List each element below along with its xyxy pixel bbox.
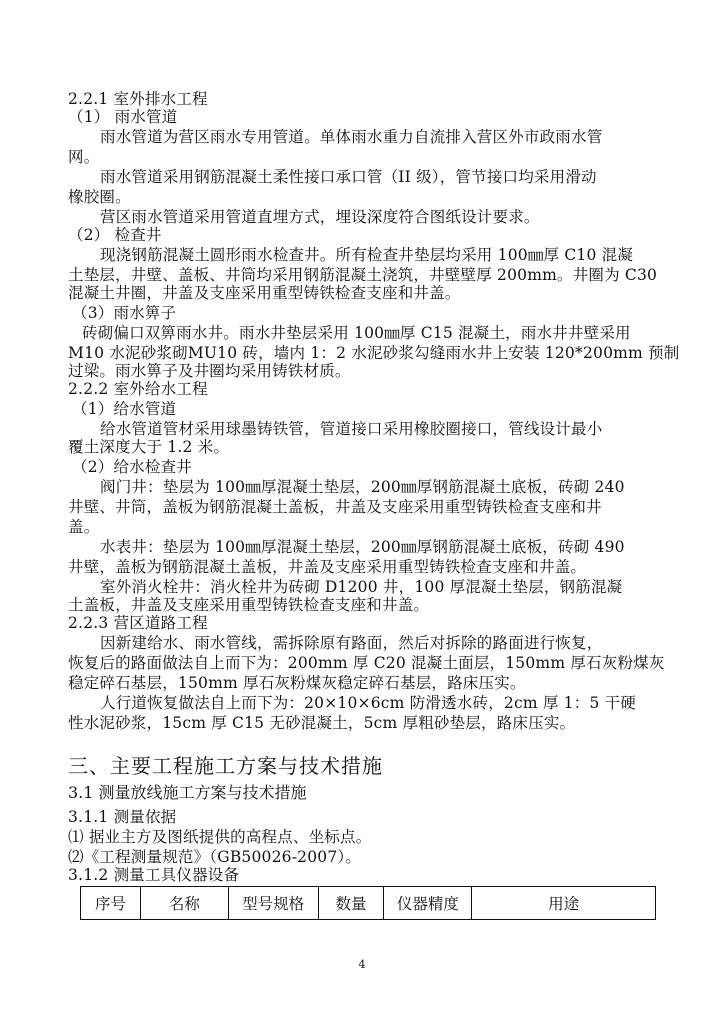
paragraph-line: 现浇钢筋混凝土圆形雨水检查井。所有检查井垫层均采用 100㎜厚 C10 混凝 — [100, 246, 634, 264]
paragraph-line: 营区雨水管道采用管道直埋方式，埋设深度符合图纸设计要求。 — [100, 208, 540, 226]
table-header-cell: 名称 — [140, 887, 228, 920]
paragraph-line: 井壁，盖板为钢筋混凝土盖板，井盖及支座采用重型铸铁检查支座和井盖。 — [68, 558, 587, 576]
table-header-cell: 用途 — [472, 887, 656, 920]
paragraph-line: 因新建给水、雨水管线，需拆除原有路面，然后对拆除的路面进行恢复， — [100, 634, 603, 652]
item-rain-pipe-title: （1） 雨水管道 — [68, 108, 178, 126]
item-rain-grate-title: （3）雨水箅子 — [72, 304, 177, 322]
heading-2-2-3: 2.2.3 营区道路工程 — [68, 614, 208, 632]
paragraph-line: 人行道恢复做法自上而下为：20×10×6cm 防滑透水砖，2cm 厚 1：5 干硬 — [100, 694, 637, 712]
paragraph-line: 橡胶圈。 — [68, 188, 131, 206]
heading-3-1-1: 3.1.1 测量依据 — [68, 808, 177, 826]
table-header-cell: 型号规格 — [228, 887, 318, 920]
paragraph-line: 雨水管道为营区雨水专用管道。单体雨水重力自流排入营区外市政雨水管 — [100, 128, 603, 146]
table-header-cell: 数量 — [318, 887, 384, 920]
list-item: ⑴ 据业主方及图纸提供的高程点、坐标点。 — [68, 828, 372, 846]
paragraph-line: 混凝土井圈，井盖及支座采用重型铸铁检查支座和井盖。 — [68, 284, 461, 302]
paragraph-line: 土垫层，井壁、盖板、井筒均采用钢筋混凝土浇筑，井壁壁厚 200mm。井圈为 C30 — [68, 266, 658, 284]
paragraph-line: 雨水管道采用钢筋混凝土柔性接口承口管（II 级），管节接口均采用滑动 — [100, 168, 597, 186]
paragraph-line: 性水泥砂浆，15cm 厚 C15 无砂混凝土，5cm 厚粗砂垫层，路床压实。 — [68, 714, 576, 732]
paragraph-line: 给水管道管材采用球墨铸铁管，管道接口采用橡胶圈接口，管线设计最小 — [100, 420, 603, 438]
paragraph-line: 水表井：垫层为 100㎜厚混凝土垫层，200㎜厚钢筋混凝土底板，砖砌 490 — [100, 538, 625, 556]
page-number: 4 — [358, 958, 366, 971]
paragraph-line: M10 水泥砂浆砌MU10 砖，墙内 1：2 水泥砂浆勾缝雨水井上安装 120*200mm 预制 — [68, 344, 680, 362]
paragraph-line: 土盖板，井盖及支座采用重型铸铁检查支座和井盖。 — [68, 596, 430, 614]
heading-2-2-1: 2.2.1 室外排水工程 — [68, 90, 208, 108]
item-inspection-well-title: （2） 检查井 — [68, 226, 162, 244]
heading-2-2-2: 2.2.2 室外给水工程 — [68, 380, 208, 398]
item-water-pipe-title: （1）给水管道 — [72, 400, 177, 418]
paragraph-line: 砖砌偏口双箅雨水井。雨水井垫层采用 100㎜厚 C15 混凝土，雨水井井壁采用 — [82, 324, 631, 342]
table-header-cell: 仪器精度 — [384, 887, 472, 920]
table-header-cell: 序号 — [81, 887, 141, 920]
equipment-table — [80, 886, 656, 920]
paragraph-line: 过梁。雨水箅子及井圈均采用铸铁材质。 — [68, 362, 351, 380]
paragraph-line: 井壁、井筒，盖板为钢筋混凝土盖板，井盖及支座采用重型铸铁检查支座和井 — [68, 498, 602, 516]
section-heading: 三、主要工程施工方案与技术措施 — [68, 754, 383, 778]
paragraph-line: 阀门井：垫层为 100㎜厚混凝土垫层，200㎜厚钢筋混凝土底板，砖砌 240 — [100, 478, 625, 496]
paragraph-line: 网。 — [68, 148, 100, 166]
list-item: ⑵《工程测量规范》（GB50026-2007）。 — [68, 848, 362, 866]
paragraph-line: 室外消火栓井：消火栓井为砖砌 D1200 井，100 厚混凝土垫层，钢筋混凝 — [100, 578, 623, 596]
subsection-heading: 3.1 测量放线施工方案与技术措施 — [68, 783, 307, 802]
paragraph-line: 恢复后的路面做法自上而下为：200mm 厚 C20 混凝土面层，150mm 厚石灰粉煤灰 — [68, 654, 665, 672]
paragraph-line: 覆土深度大于 1.2 米。 — [68, 438, 230, 456]
item-water-well-title: （2）给水检查井 — [72, 458, 192, 476]
heading-3-1-2: 3.1.2 测量工具仪器设备 — [68, 866, 240, 884]
paragraph-line: 稳定碎石基层，150mm 厚石灰粉煤灰稳定碎石基层，路床压实。 — [68, 674, 526, 692]
table-header-row — [81, 887, 656, 920]
paragraph-line: 盖。 — [68, 518, 100, 536]
